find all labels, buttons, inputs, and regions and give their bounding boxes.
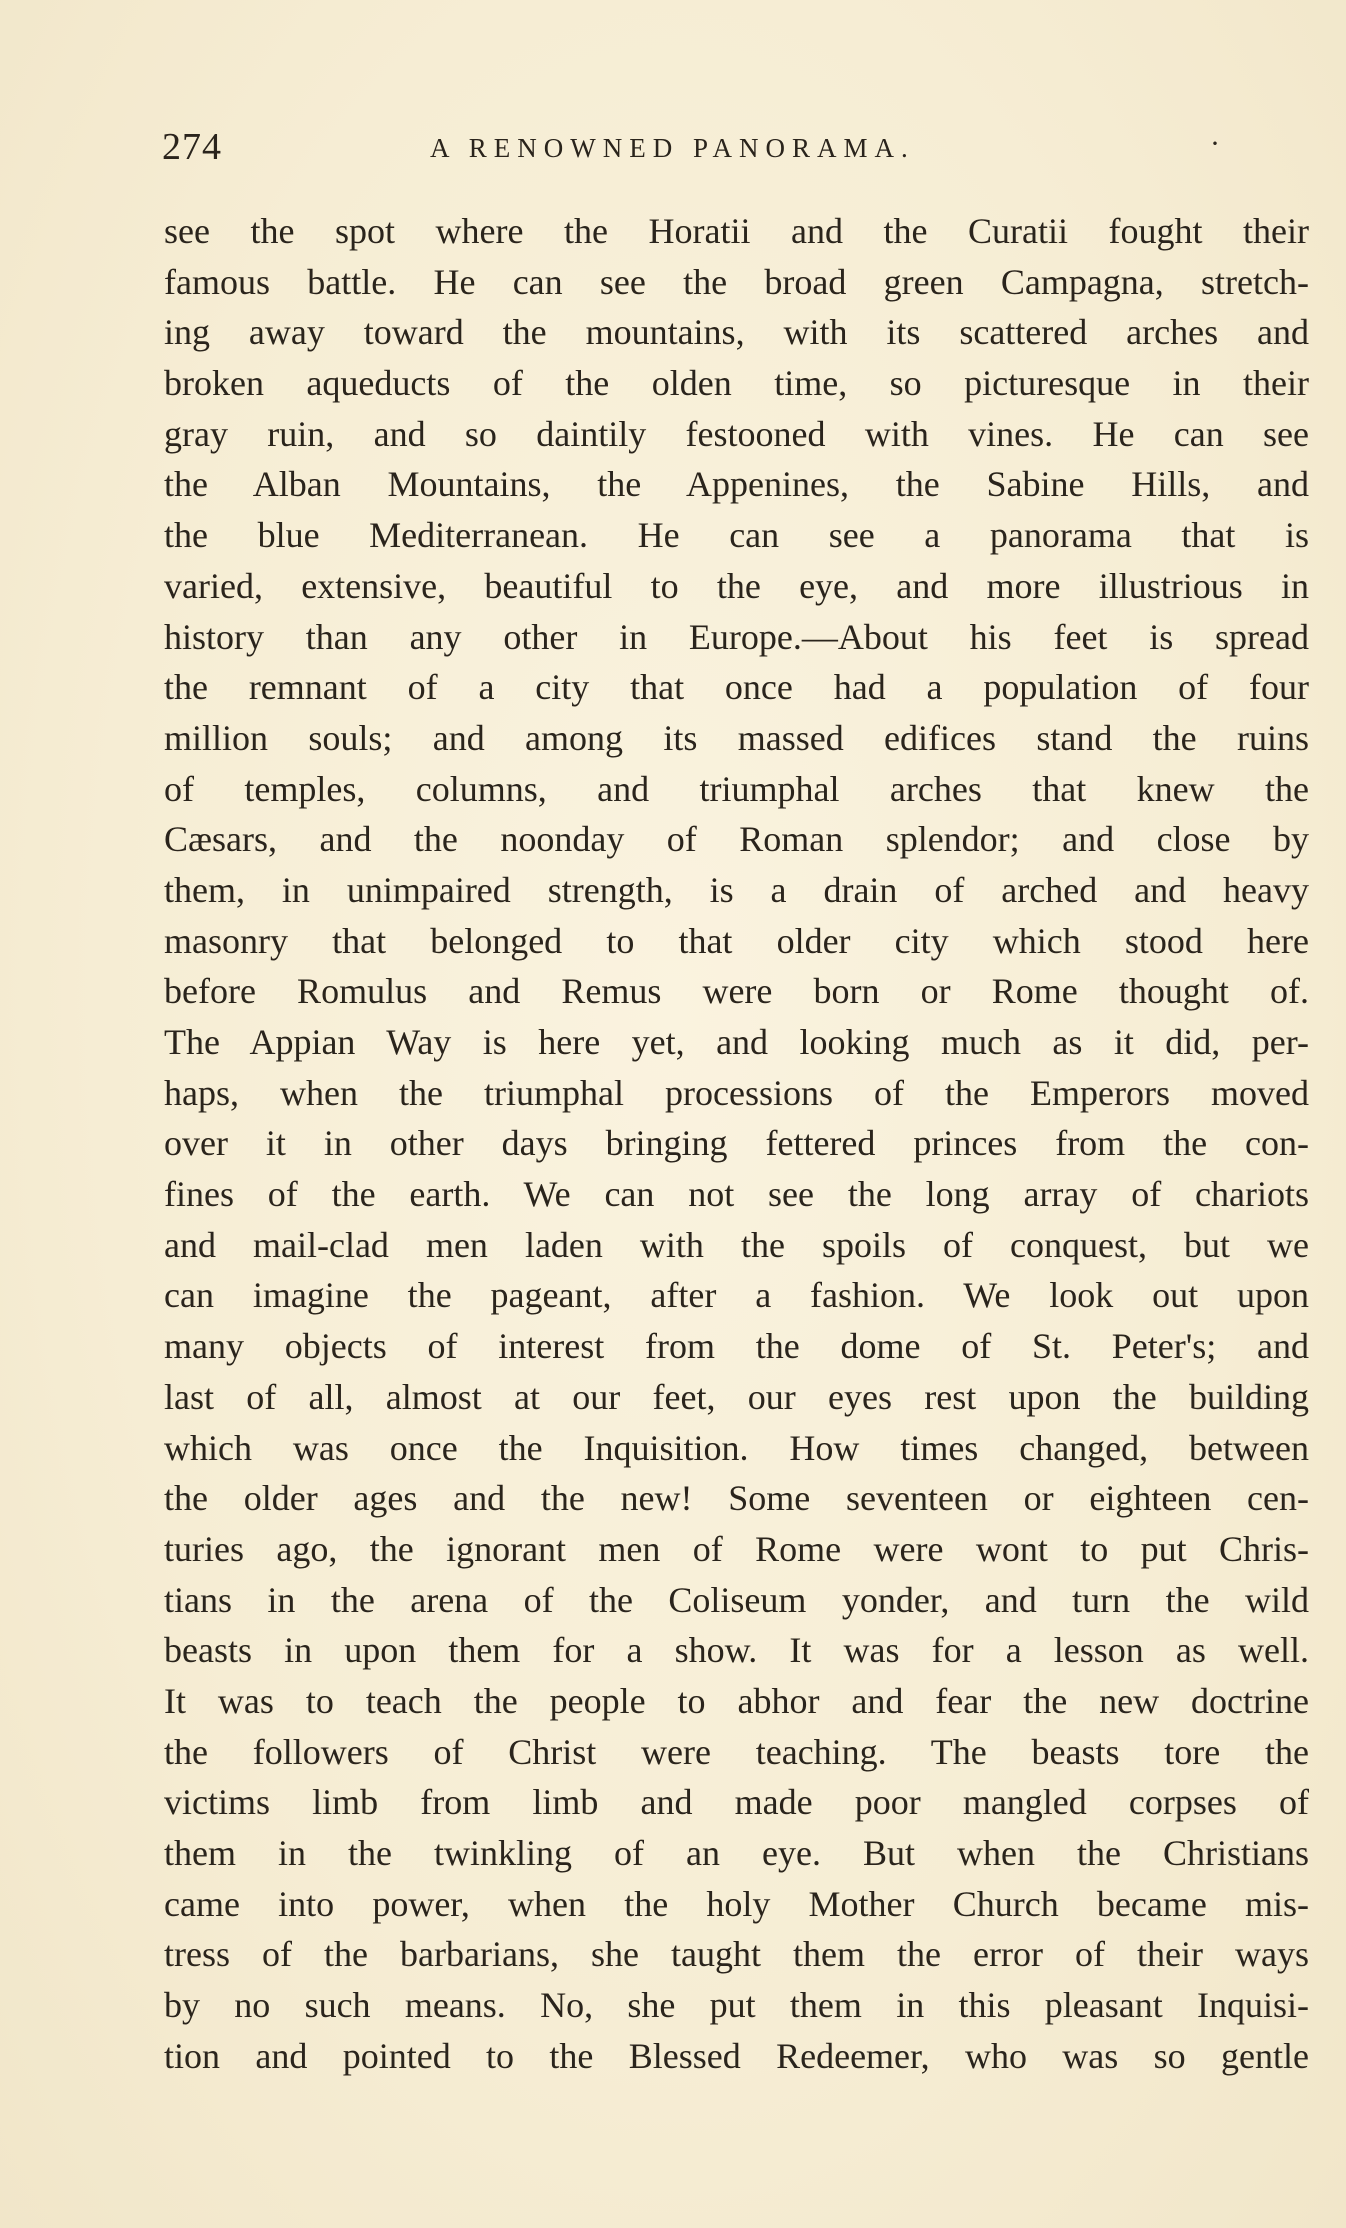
text-line: them, in unimpaired strength, is a drain of arched and heavy <box>164 869 1309 910</box>
text-line: victims limb from limb and made poor mangled corpses of <box>164 1782 1309 1823</box>
text-line: varied, extensive, beautiful to the eye, and more illustrious in <box>164 565 1309 606</box>
text-line: over it in other days bringing fettered princes from the con- <box>164 1123 1309 1164</box>
text-line: tion and pointed to the Blessed Redeemer, who was so gentle <box>164 2035 1309 2076</box>
text-line: It was to teach the people to abhor and fear the new doctrine <box>164 1680 1309 1721</box>
text-line: tress of the barbarians, she taught them the error of their ways <box>164 1934 1309 1975</box>
running-head <box>162 122 1312 172</box>
text-line: before Romulus and Remus were born or Rome thought of. <box>164 971 1309 1012</box>
text-line: ing away toward the mountains, with its scattered arches and <box>164 312 1309 353</box>
text-line: The Appian Way is here yet, and looking much as it did, per- <box>164 1022 1309 1062</box>
text-line: gray ruin, and so daintily festooned with vines. He can see <box>164 413 1309 454</box>
text-line: last of all, almost at our feet, our eyes rest upon the building <box>164 1376 1309 1417</box>
body-text <box>164 206 1309 2081</box>
text-line: history than any other in Europe.—About his feet is spread <box>164 616 1309 657</box>
text-line: the Alban Mountains, the Appenines, the Sabine Hills, and <box>164 464 1309 505</box>
text-line: million souls; and among its massed edifices stand the ruins <box>164 717 1309 758</box>
text-line: of temples, columns, and triumphal arches that knew the <box>164 768 1309 809</box>
text-line: which was once the Inquisition. How times changed, between <box>164 1427 1309 1468</box>
text-line: masonry that belonged to that older city which stood here <box>164 920 1309 961</box>
header-ornament: · <box>1210 127 1220 160</box>
text-line: the blue Mediterranean. He can see a panorama that is <box>164 515 1309 556</box>
text-line: by no such means. No, she put them in this pleasant Inquisi- <box>164 1985 1309 2026</box>
text-line: the remnant of a city that once had a population of four <box>164 667 1309 708</box>
running-title: A RENOWNED PANORAMA. <box>430 133 915 163</box>
text-line: see the spot where the Horatii and the Curatii fought their <box>164 211 1309 251</box>
text-line: beasts in upon them for a show. It was for a lesson as well. <box>164 1630 1309 1671</box>
page-number: 274 <box>162 126 222 168</box>
text-line: them in the twinkling of an eye. But when the Christians <box>164 1833 1309 1873</box>
text-line: and mail-clad men laden with the spoils of conquest, but we <box>164 1224 1309 1265</box>
text-line: the older ages and the new! Some seventeen or eighteen cen- <box>164 1478 1309 1519</box>
text-line: fines of the earth. We can not see the long array of chariots <box>164 1174 1309 1215</box>
text-line: turies ago, the ignorant men of Rome were wont to put Chris- <box>164 1528 1309 1569</box>
text-line: broken aqueducts of the olden time, so picturesque in their <box>164 363 1309 404</box>
text-line: haps, when the triumphal processions of the Emperors moved <box>164 1072 1309 1113</box>
text-line: many objects of interest from the dome of St. Peter's; and <box>164 1326 1309 1367</box>
text-line: tians in the arena of the Coliseum yonder, and turn the wild <box>164 1579 1309 1620</box>
text-line: famous battle. He can see the broad green Campagna, stretch- <box>164 261 1309 302</box>
text-line: the followers of Christ were teaching. The beasts tore the <box>164 1731 1309 1772</box>
text-line: came into power, when the holy Mother Church became mis- <box>164 1883 1309 1924</box>
text-line: Cæsars, and the noonday of Roman splendor; and close by <box>164 819 1309 860</box>
text-line: can imagine the pageant, after a fashion. We look out upon <box>164 1275 1309 1316</box>
